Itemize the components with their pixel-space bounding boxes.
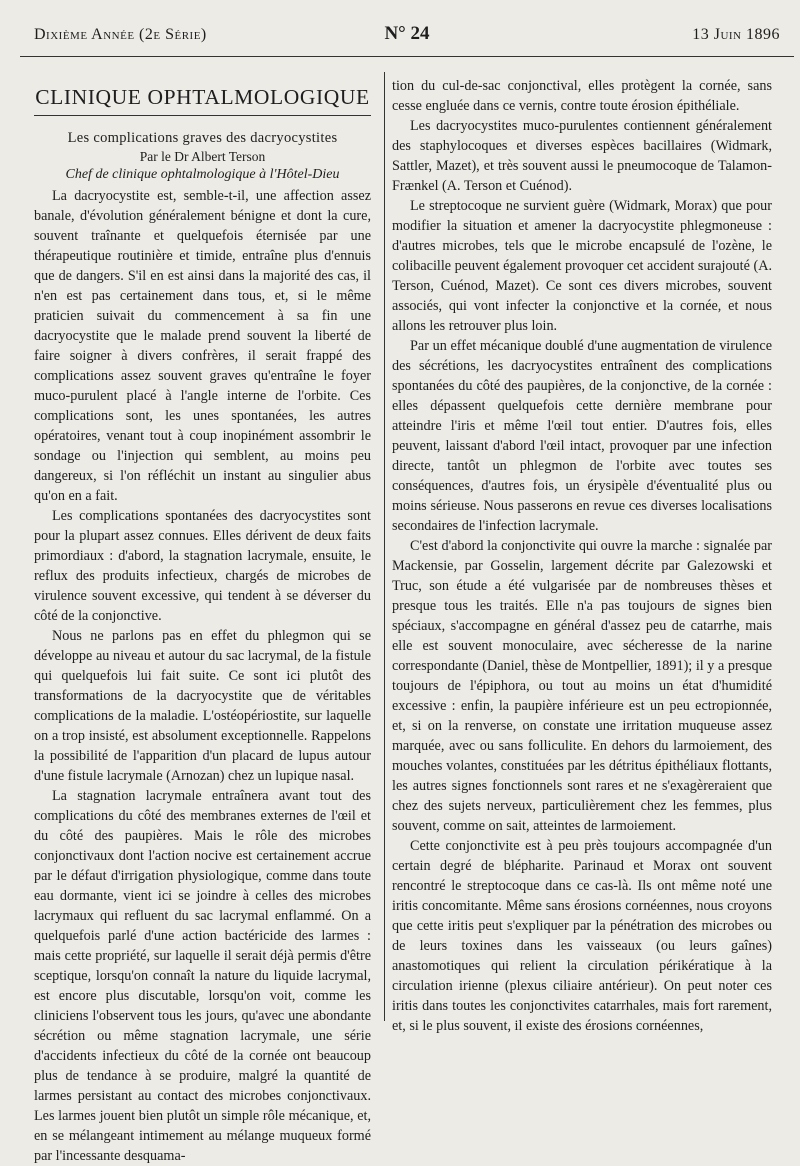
- section-title: CLINIQUE OPHTALMOLOGIQUE: [34, 82, 371, 116]
- author-byline: Par le Dr Albert Terson: [139, 149, 266, 164]
- paragraph: Nous ne parlons pas en effet du phlegmon qui se développe au niveau et autour du sac lacrymal, de la fistule qui quelquefois lui fait suite. Ce sont ici plutôt des transformations de la dacryocystite que de véritables complications de la maladie. L'ostéopériostite, sur laquelle on a trop insisté, est absolument exceptionnelle. Rappelons la possibilité de l'apparition d'un placard de lupus autour d'une fistule lacrymale (Arnozan) chez un lupique nasal.: [34, 628, 371, 784]
- article-title: Les complications graves des dacryocystites: [67, 130, 338, 146]
- left-column: [34, 76, 371, 1166]
- paragraph: Le streptocoque ne survient guère (Widmark, Morax) que pour modifier la situation et amener la dacryocystite phlegmoneuse : d'autres microbes, tels que le microbe encapsulé de l'ozène, le colibacille peuvent également provoquer cet accident surajouté (A. Terson, Cuénod, Mazet). Ce sont ces divers microbes, souvent associés, qui vont infecter la conjonctive et la cornée, et nous allons les retrouver plus loin.: [392, 198, 772, 334]
- author-affiliation: Chef de clinique ophtalmologique à l'Hôtel-Dieu: [65, 167, 340, 182]
- paragraph: La dacryocystite est, semble-t-il, une affection assez banale, d'évolution généralement bénigne et dont la cure, souvent traînante et quelquefois éternisée par une thérapeutique routinière et timide, entraîne plus d'ennuis que de dangers. S'il en est ainsi dans la majorité des cas, il n'en est pas certainement dans tous, et, si le même praticien suivait du commencement à sa fin une dacryocystite que le malade prend souvent la liberté de faire soigner à divers confrères, il serait frappé des complications assez souvent graves qu'entraîne le foyer muco-purulent placé à l'angle interne de l'orbite. Ces complications sont, les unes spontanées, les autres opératoires, venant tout à coup inopinément assombrir le sondage ou l'injection qui semblent, au moins peu dangereux, si l'on réfléchit un instant au singulier abus qu'on en a fait.: [34, 188, 371, 504]
- paragraph: Cette conjonctivite est à peu près toujours accompagnée d'un certain degré de blépharite. Parinaud et Morax ont souvent rencontré le streptocoque dans ce cas-là. Ils ont même noté une iritis concomitante. Même sans érosions cornéennes, nous croyons que cette iritis peut s'expliquer par la pénétration des microbes ou de leurs toxines dans les vaisseaux (ou leurs gaînes) anastomotiques qui relient la circulation périkératique à la circulation irienne (plexus ciliaire antérieur). On peut noter ces iritis dans toutes les conjonctivites catarrhales, mais fort rarement, et, si le plus souvent, il existe des érosions cornéennes,: [392, 838, 772, 1034]
- paragraph: tion du cul-de-sac conjonctival, elles protègent la cornée, sans cesse engluée dans ce vernis, contre toute érosion épithéliale.: [392, 78, 772, 114]
- paragraph: C'est d'abord la conjonctivite qui ouvre la marche : signalée par Mackensie, par Gosselin, largement décrite par Galezowski et Truc, son étude a été vulgarisée par de nombreuses thèses et presque tous les traités. Elle n'a pas toujours de signes bien spéciaux, s'accompagne en général d'assez peu de catarrhe, mais elle est souvent monoculaire, avec sécheresse de la narine correspondante (Daniel, thèse de Montpellier, 1891); il y a presque toujours de l'épiphora, ou tout au moins un état d'humidité excessive : enfin, la paupière inférieure est un peu ectropionnée, et, si on la renverse, on constate une irritation muqueuse assez marquée, avec ou sans folliculite. En dehors du larmoiement, des mouches volantes, constituées par les détritus épithéliaux flottants, les autres signes fonctionnels sont rares et ne s'exagèreraient que chez des sujets nerveux, particulièrement chez les femmes, plus souvent, comme on sait, atteintes de larmoiement.: [392, 538, 772, 834]
- paragraph: Les complications spontanées des dacryocystites sont pour la plupart assez connues. Elles dérivent de deux faits primordiaux : d'abord, la stagnation lacrymale, ensuite, le reflux des produits infectieux, chargés de microbes de virulence souvent excessive, qui tendent à se déverser du côté de la conjonctive.: [34, 508, 371, 624]
- volume-series: Dixième Année (2e Série): [34, 26, 207, 43]
- issue-number: N° 24: [384, 23, 430, 44]
- paragraph: Par un effet mécanique doublé d'une augmentation de virulence des sécrétions, les dacryocystites entraînent des complications spontanées du côté des paupières, de la conjonctive, de la cornée : elles dépassent quelquefois cette dernière membrane pour atteindre l'iris et même l'œil tout entier. D'autres fois, elles peuvent, laissant d'abord l'œil intact, provoquer par une infection directe, tantôt un phlegmon de l'orbite avec toutes ses conséquences, d'autres fois, un érysipèle d'éventualité plus ou moins sérieuse. Nous passerons en revue ces diverses localisations secondaires de l'infection lacrymale.: [392, 338, 772, 534]
- issue-date: 13 Juin 1896: [692, 26, 780, 43]
- paragraph: Les dacryocystites muco-purulentes contiennent généralement des staphylocoques et diverses espèces bacillaires (Widmark, Sattler, Mazet), et très souvent aussi le pneumocoque de Talamon-Frænkel (A. Terson et Cuénod).: [392, 118, 772, 194]
- paragraph: La stagnation lacrymale entraînera avant tout des complications du côté des membranes externes de l'œil et du côté des paupières. Mais le rôle des microbes conjonctivaux dont l'action nocive est certainement accrue par le défaut d'irrigation physiologique, comme dans toute eau dormante, vient ici se joindre à celles des microbes lacrymaux qui refluent du sac lacrymal enflammé. On a quelquefois parlé d'une action bactéricide des larmes : mais cette propriété, sur laquelle il serait déjà permis d'être sceptique, lorsqu'on connaît la nature du liquide lacrymal, est encore plus discutable, lorsqu'on voit, comme les cliniciens l'observent tous les jours, qu'avec une abondante sécrétion ou même stagnation lacrymale, une série d'accidents infectieux du côté de la cornée ont beaucoup plus de tendance à se produire, malgré la quantité de larmes persistant au contact des microbes conjonctivaux. Les larmes jouent bien plutôt un simple rôle mécanique, et, en se mélangeant intimement au mélange muqueux formé par l'incessante desquama-: [34, 788, 371, 1164]
- header-rule: [20, 56, 794, 57]
- right-column: [392, 76, 772, 1036]
- column-divider: [384, 72, 385, 1021]
- running-header: [34, 20, 780, 50]
